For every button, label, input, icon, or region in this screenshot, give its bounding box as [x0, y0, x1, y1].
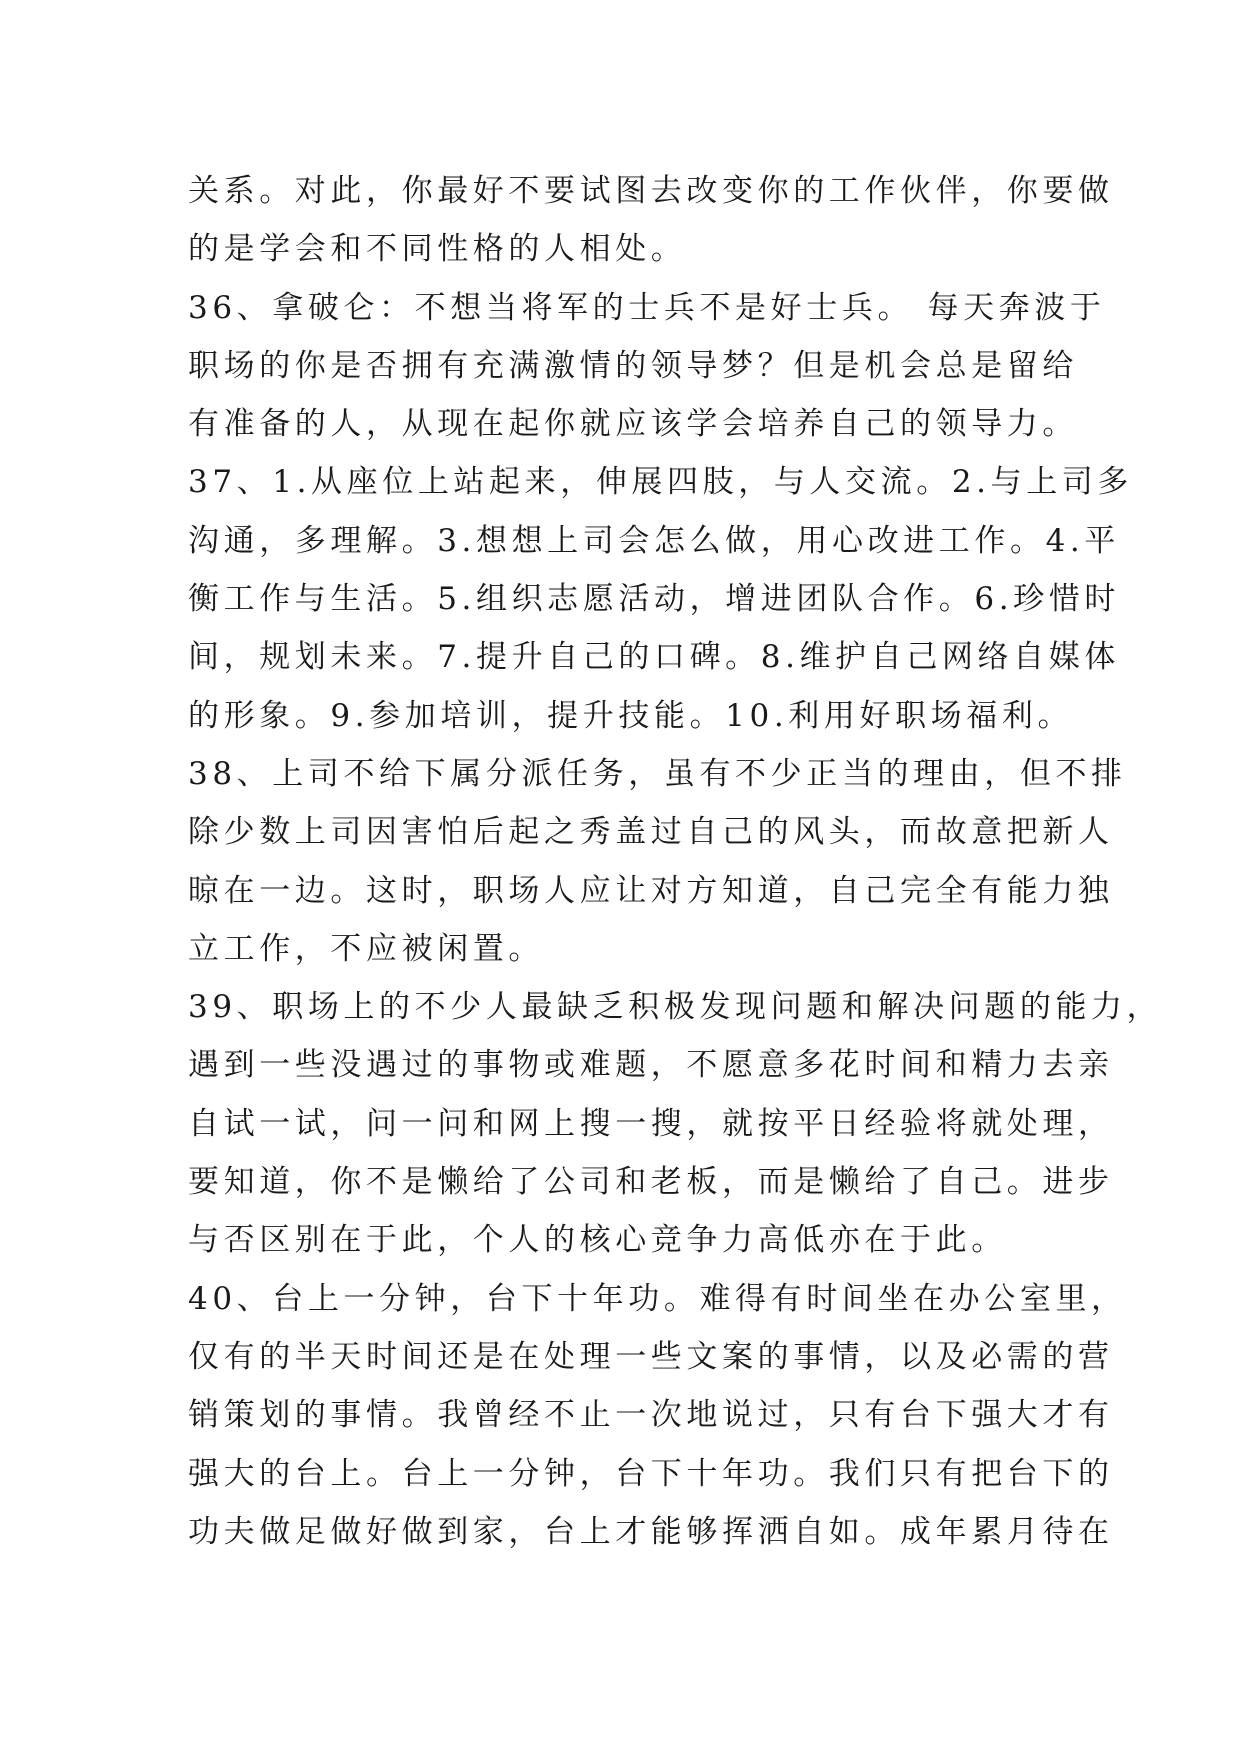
text-line: 晾在一边。这时，职场人应让对方知道，自己完全有能力独 — [188, 872, 1114, 909]
text-line: 立工作，不应被闲置。 — [188, 930, 544, 967]
text-line: 自试一试，问一问和网上搜一搜，就按平日经验将就处理， — [188, 1105, 1114, 1142]
text-line: 要知道，你不是懒给了公司和老板，而是懒给了自己。进步 — [188, 1164, 1114, 1201]
text-line: 40、台上一分钟，台下十年功。难得有时间坐在办公室里， — [188, 1280, 1127, 1317]
text-line: 关系。对此，你最好不要试图去改变你的工作伙伴，你要做 — [188, 173, 1114, 209]
text-line: 间，规划未来。7.提升自己的口碑。8.维护自己网络自媒体 — [188, 639, 1120, 676]
text-line: 仅有的半天时间还是在处理一些文案的事情，以及必需的营 — [188, 1338, 1114, 1375]
text-line: 职场的你是否拥有充满激情的领导梦？但是机会总是留给 — [188, 347, 1078, 384]
text-line: 36、拿破仑：不想当将军的士兵不是好士兵。 每天奔波于 — [188, 289, 1106, 326]
text-line: 有准备的人，从现在起你就应该学会培养自己的领导力。 — [188, 406, 1078, 443]
text-line: 的形象。9.参加培训，提升技能。10.利用好职场福利。 — [188, 697, 1074, 734]
body-text — [188, 162, 1163, 1561]
text-line: 37、1.从座位上站起来，伸展四肢，与人交流。2.与上司多 — [188, 464, 1133, 501]
text-line: 39、职场上的不少人最缺乏积极发现问题和解决问题的能力， — [188, 989, 1163, 1026]
text-line: 强大的台上。台上一分钟，台下十年功。我们只有把台下的 — [188, 1455, 1114, 1492]
text-line: 与否区别在于此，个人的核心竞争力高低亦在于此。 — [188, 1222, 1007, 1259]
text-line: 除少数上司因害怕后起之秀盖过自己的风头，而故意把新人 — [188, 814, 1114, 851]
text-line: 遇到一些没遇过的事物或难题，不愿意多花时间和精力去亲 — [188, 1047, 1114, 1084]
text-line: 的是学会和不同性格的人相处。 — [188, 231, 687, 268]
text-line: 沟通，多理解。3.想想上司会怎么做，用心改进工作。4.平 — [188, 522, 1120, 559]
text-line: 衡工作与生活。5.组织志愿活动，增进团队合作。6.珍惜时 — [188, 581, 1120, 618]
text-line: 销策划的事情。我曾经不止一次地说过，只有台下强大才有 — [188, 1397, 1114, 1434]
text-line: 功夫做足做好做到家，台上才能够挥洒自如。成年累月待在 — [188, 1513, 1114, 1550]
text-line: 38、上司不给下属分派任务，虽有不少正当的理由，但不排 — [188, 755, 1127, 792]
